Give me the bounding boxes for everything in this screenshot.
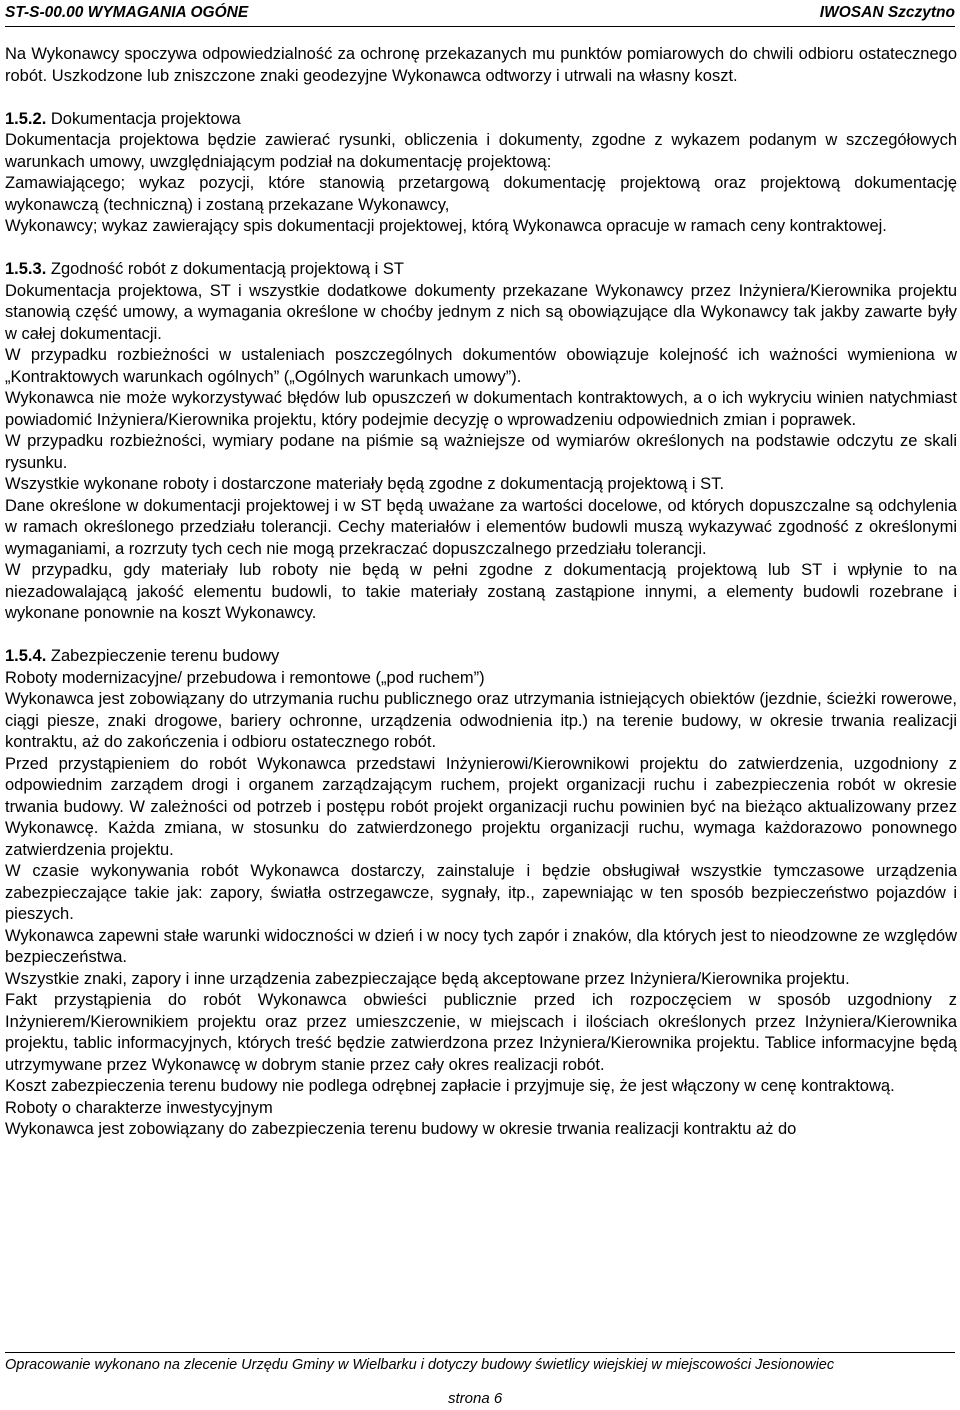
section-number: 1.5.3. [5,260,47,278]
page-number: strona 6 [448,1390,503,1407]
paragraph: Wszystkie wykonane roboty i dostarczone materiały będą zgodne z dokumentacją projektową i ST. [5,475,725,493]
paragraph: W przypadku rozbieżności w ustaleniach poszczególnych dokumentów obowiązuje kolejność ich ważności wymieniona w „Kontraktowych warunkach ogólnych” („Ogólnych warunkach umowy”). [5,346,957,386]
paragraph: W czasie wykonywania robót Wykonawca dostarczy, zainstaluje i będzie obsługiwał wszystkie tymczasowe urządzenia zabezpieczające takie jak: zapory, światła ostrzegawcze, sygnały, itp., zapewniając w ten sposób bezpieczeństwo pojazdów i pieszych. [5,862,957,923]
header-company: IWOSAN Szczytno [819,4,955,21]
section-heading-1-5-3 [5,259,957,281]
section-title: Zabezpieczenie terenu budowy [46,647,280,665]
paragraph: Roboty o charakterze inwestycyjnym [5,1098,273,1117]
paragraph: Wykonawcy; wykaz zawierający spis dokumentacji projektowej, którą Wykonawca opracuje w ramach ceny kontraktowej. [5,217,887,235]
document-body [5,44,957,1141]
paragraph: Dokumentacja projektowa będzie zawierać rysunki, obliczenia i dokumenty, zgodne z wykazem podanym w szczegółowych warunkach umowy, uwzględniającym podział na dokumentację projektową: [5,131,957,171]
paragraph: Wykonawca zapewni stałe warunki widoczności w dzień i w nocy tych zapór i znaków, dla których jest to nieodzowne ze względów bezpieczeństwa. [5,926,957,966]
paragraph: Na Wykonawcy spoczywa odpowiedzialność za ochronę przekazanych mu punktów pomiarowych do chwili odbioru ostatecznego robót. Uszkodzone lub zniszczone znaki geodezyjne Wykonawca odtworzy i utrwali na własny koszt. [5,45,957,85]
paragraph: Dane określone w dokumentacji projektowej i w ST będą uważane za wartości docelowe, od których dopuszczalne są odchylenia w ramach określonego przedziału tolerancji. Cechy materiałów i elementów budowli muszą wykazywać zgodność z określonymi wymaganiami, a rozrzuty tych cech nie mogą przekraczać dopuszczalnego przedziału tolerancji. [5,496,957,558]
paragraph: W przypadku rozbieżności, wymiary podane na piśmie są ważniejsze od wymiarów określonych na podstawie odczytu ze skali rysunku. [5,432,957,472]
paragraph: Wykonawca jest zobowiązany do zabezpieczenia terenu budowy w okresie trwania realizacji kontraktu aż do [5,1120,797,1138]
section-title: Zgodność robót z dokumentacją projektową i ST [46,260,404,278]
page-footer: Opracowanie wykonano na zlecenie Urzędu Gminy w Wielbarku i dotyczy budowy świetlicy wiejskiej w miejscowości Jesionowiec [5,1352,955,1374]
paragraph: Przed przystąpieniem do robót Wykonawca przedstawi Inżynierowi/Kierownikowi projektu do zatwierdzenia, uzgodniony z odpowiednim zarządem drogi i organem zarządzającym ruchem, projekt organizacji ruchu i zabezpieczenia robót w okresie trwania budowy. W zależności od potrzeb i postępu robót projekt organizacji ruchu powinien być na bieżąco aktualizowany przez Wykonawcę. Każda zmiana, w stosunku do zatwierdzonego projektu organizacji ruchu, wymaga każdorazowo ponownego zatwierdzenia projektu. [5,754,957,859]
paragraph: Koszt zabezpieczenia terenu budowy nie podlega odrębnej zapłacie i przyjmuje się, że jest włączony w cenę kontraktową. [5,1077,895,1095]
section-number: 1.5.2. [5,109,47,128]
section-number: 1.5.4. [5,647,47,665]
paragraph: W przypadku, gdy materiały lub roboty nie będą w pełni zgodne z dokumentacją projektową lub ST i wpłynie to na niezadowalającą jakość elementu budowli, to takie materiały zostaną zastąpione innymi, a elementy budowli rozebrane i wykonane ponownie na koszt Wykonawcy. [5,561,957,622]
section-heading-1-5-4 [5,646,957,668]
section-heading-1-5-2 [5,109,957,131]
page-header [5,4,955,27]
paragraph: Roboty modernizacyjne/ przebudowa i remontowe („pod ruchem”) [5,668,485,687]
section-title: Dokumentacja projektowa [46,109,241,128]
paragraph: Wszystkie znaki, zapory i inne urządzenia zabezpieczające będą akceptowane przez Inżyniera/Kierownika projektu. [5,969,850,988]
paragraph: Zamawiającego; wykaz pozycji, które stanowią przetargową dokumentację projektową oraz projektową dokumentację wykonawczą (techniczną) i zostaną przekazane Wykonawcy, [5,174,957,214]
paragraph: Wykonawca nie może wykorzystywać błędów lub opuszczeń w dokumentach kontraktowych, a o ich wykryciu winien natychmiast powiadomić Inżyniera/Kierownika projektu, który podejmie decyzję o wprowadzeniu odpowiednich zmian i poprawek. [5,389,957,429]
paragraph: Dokumentacja projektowa, ST i wszystkie dodatkowe dokumenty przekazane Wykonawcy przez Inżyniera/Kierownika projektu stanowią część umowy, a wymagania określone w choćby jednym z nich są obowiązujące dla Wykonawcy tak jakby zawarte były w całej dokumentacji. [5,281,957,343]
paragraph: Wykonawca jest zobowiązany do utrzymania ruchu publicznego oraz utrzymania istniejących obiektów (jezdnie, ścieżki rowerowe, ciągi piesze, znaki drogowe, bariery ochronne, urządzenia odwodnienia itp.) na terenie budowy, w okresie trwania realizacji kontraktu, aż do zakończenia i odbioru ostatecznego robót. [5,690,957,751]
paragraph: Fakt przystąpienia do robót Wykonawca obwieści publicznie przed ich rozpoczęciem w sposób uzgodniony z Inżynierem/Kierownikiem projektu oraz przez umieszczenie, w miejscach i ilościach określonych przez Inżyniera/Kierownika projektu, tablic informacyjnych, których treść będzie zatwierdzona przez Inżyniera/Kierownika projektu. Tablice informacyjne będą utrzymywane przez Wykonawcę w dobrym stanie przez cały okres realizacji robót. [5,991,957,1074]
header-spec-code: ST-S-00.00 WYMAGANIA OGÓNE [5,4,249,21]
